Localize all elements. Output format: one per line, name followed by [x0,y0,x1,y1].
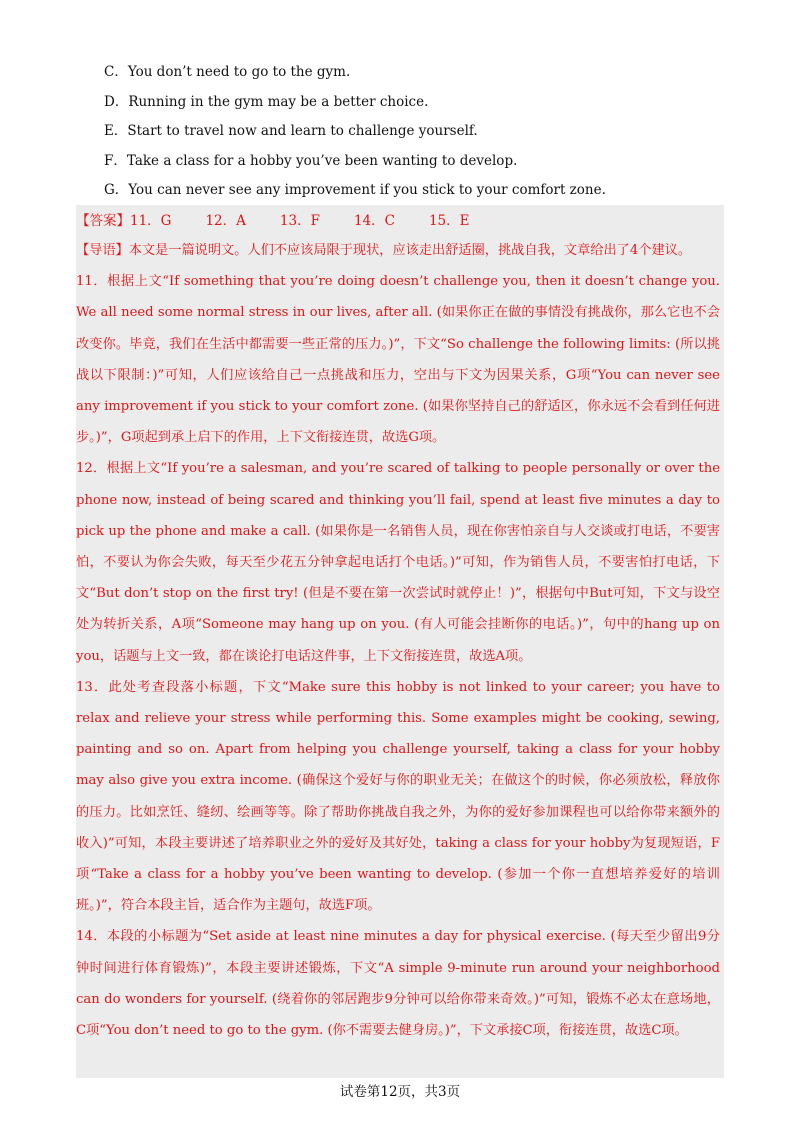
option-g: G．You can never see any improvement if you stick to your comfort zone. [104,182,606,198]
answer-options [104,58,744,206]
answer-key [76,207,720,235]
answer-item: 11．G [130,213,172,229]
option-f: F．Take a class for a hobby you’ve been wanting to develop. [104,152,518,169]
page-footer: 试卷第12页，共3页 [339,1084,461,1100]
answer-item: 14．C [353,213,395,229]
option-e: E．Start to travel now and learn to challenge yourself. [104,123,478,139]
explanation-14: 14．本段的小标题为“Set aside at least nine minutes a day for physical exercise. (每天至少留出9分钟时间进行体育锻炼)”，本段主要讲述锻炼，下文“A simple 9-minute run around your neighborhood can do wonders for yourself. (绕着你的邻居跑步9分钟可以给你带来奇效。)”可知，锻炼不必太在意场地，C项“You don’t need to go to the gym. (你不需要去健身房。)”，下文承接C项，衔接连贯，故选C项。 [76,929,720,1039]
option-d: D．Running in the gym may be a better choice. [104,93,429,110]
guide-paragraph: 【导语】本文是一篇说明文。人们不应该局限于现状，应该走出舒适圈，挑战自我，文章给出了4个建议。 [76,243,692,258]
explanation-11: 11．根据上文“If something that you’re doing doesn’t challenge you, then it doesn’t change you. We all need some normal stress in our lives, after all. (如果你正在做的事情没有挑战你，那么它也不会改变你。毕竟，我们在生活中都需要一些正常的压力。)”，下文“So challenge the following limits: (所以挑战以下限制：)”可知，人们应该给自己一点挑战和压力，空出与下文为因果关系，G项“You can never see any improvement if you stick to your comfort zone. (如果你坚持自己的舒适区，你永远不会看到任何进步。)”，G项起到承上启下的作用，上下文衔接连贯，故选G项。 [76,274,720,446]
answer-item: 12．A [205,213,246,229]
explanation-13: 13．此处考查段落小标题，下文“Make sure this hobby is not linked to your career; you have to relax and relieve your stress while performing this. Some examples might be cooking, sewing, painting and so on. Apart from helping you challenge yourself, taking a class for your hobby may also give you extra income. (确保这个爱好与你的职业无关；在做这个的时候，你必须放松，释放你的压力。比如烹饪、缝纫、绘画等等。除了帮助你挑战自我之外，为你的爱好参加课程也可以给你带来额外的收入)”可知，本段主要讲述了培养职业之外的爱好及其好处，taking a class for your hobby为复现短语，F项“Take a class for a hobby you’ve been wanting to develop. (参加一个你一直想培养爱好的培训班。)”，符合本段主旨，适合作为主题句，故选F项。 [76,679,720,914]
option-c: C．You don’t need to go to the gym. [104,64,351,80]
answer-item: 15．E [428,213,470,229]
answer-label: 【答案】 [76,213,130,229]
explanation-12: 12．根据上文“If you’re a salesman, and you’re scared of talking to people personally or over the phone now, instead of being scared and thinking you’ll fail, spend at least five minutes a day to pick up the phone and make a call. (如果你是一名销售人员，现在你害怕亲自与人交谈或打电话，不要害怕，不要认为你会失败，每天至少花五分钟拿起电话打个电话。)”可知，作为销售人员，不要害怕打电话，下文“But don’t stop on the first try! (但是不要在第一次尝试时就停止！)”，根据句中But可知，下文与设空处为转折关系，A项“Someone may hang up on you. (有人可能会挂断你的电话。)”，句中的hang up on you，话题与上文一致，都在谈论打电话这件事，上下文衔接连贯，故选A项。 [76,461,720,664]
answer-explanation-block [76,205,724,1078]
answer-item: 13．F [279,213,320,229]
